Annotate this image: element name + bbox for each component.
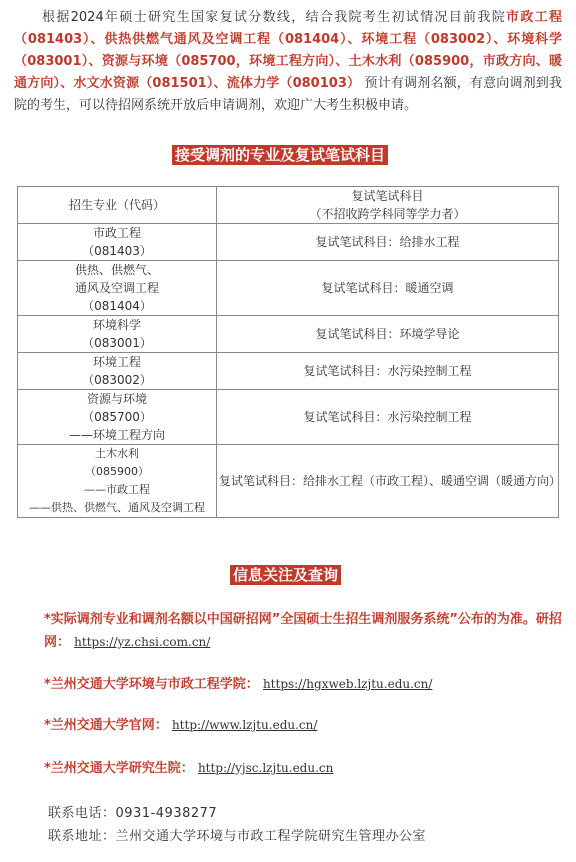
major-name-cont: 通风及空调工程 [74,281,159,295]
subject-cell: 复试笔试科目：给排水工程（市政工程）、暖通空调（暖通方向） [217,445,559,518]
major-name: 土木水利 [95,447,139,460]
section-title-majors: 接受调剂的专业及复试笔试科目 [172,145,388,165]
info-label: *实际调剂专业和调剂名额以中国研招网”全国硕士生招生调剂服务系统”公布的为准。研招网： [44,612,562,650]
graduate-link[interactable]: http://yjsc.lzjtu.edu.cn [197,761,334,775]
subject-cell: 复试笔试科目：暖通空调 [217,261,559,316]
major-cell [18,261,217,316]
major-name: 市政工程 [92,226,141,240]
major-direction: ——市政工程 [84,483,150,496]
major-code: （081404） [82,299,152,313]
major-code: （083001） [82,336,152,350]
intro-programs: 市政工程（081403）、供热供燃气通风及空调工程（081404）、环境工程（083002）、环境科学（083001）、资源与环境（085700，环境工程方向）、土木水利（085900，市政方向、暖通方向）、水文水资源（081501）、流体力学（080103） [14,10,562,91]
subject-cell: 复试笔试科目：水污染控制工程 [217,353,559,390]
table-row [18,261,559,316]
major-cell [18,390,217,445]
contact-phone: 联系电话：0931-4938277 [48,806,218,821]
table-row [18,390,559,445]
table-row [18,445,559,518]
info-item-graduate [44,757,564,780]
intro-tail: 预计有调剂名额，有意向调剂到我院的考生，可以待招网系统开放后申请调剂，欢迎广大考生积极申请。 [14,76,562,113]
info-item-chsi [44,609,564,654]
table-row [18,353,559,390]
subject-cell: 复试笔试科目：给排水工程 [217,224,559,261]
table-header-row [18,187,559,224]
major-name: 环境科学 [92,318,141,332]
university-link[interactable]: http://www.lzjtu.edu.cn/ [171,718,318,732]
header-subject [217,187,559,224]
major-cell [18,224,217,261]
chsi-link[interactable]: https://yz.chsi.com.cn/ [74,635,211,649]
header-subject-line2: （不招收跨学科同等学力者） [309,207,466,221]
section-title-info: 信息关注及查询 [230,565,341,585]
major-cell [18,445,217,518]
info-label: *兰州交通大学研究生院： [44,761,194,776]
info-label: *兰州交通大学官网： [44,718,168,733]
header-major: 招生专业（代码） [18,187,217,224]
table-row [18,224,559,261]
intro-paragraph [14,7,562,117]
info-label: *兰州交通大学环境与市政工程学院： [44,677,259,692]
table-row [18,316,559,353]
intro-lead: 根据2024年硕士研究生国家复试分数线，结合我院考生初试情况目前我院 [42,10,507,25]
major-code: （081403） [82,244,152,258]
subject-cell: 复试笔试科目：水污染控制工程 [217,390,559,445]
major-name: 环境工程 [92,355,141,369]
major-direction: ——环境工程方向 [68,428,165,442]
info-item-college [44,673,564,696]
info-item-university [44,714,564,737]
header-subject-line1: 复试笔试科目 [351,189,424,203]
major-code: （085700） [82,410,152,424]
college-link[interactable]: https://hgxweb.lzjtu.edu.cn/ [262,677,433,691]
subject-cell: 复试笔试科目：环境学导论 [217,316,559,353]
major-code: （085900） [85,465,149,478]
major-cell [18,316,217,353]
major-name: 供热、供燃气、 [74,263,159,277]
major-direction: ——供热、供燃气、通风及空调工程 [29,501,205,514]
majors-table [17,186,562,518]
major-code: （083002） [82,373,152,387]
major-name: 资源与环境 [86,392,147,406]
contact-address: 联系地址：兰州交通大学环境与市政工程学院研究生管理办公室 [48,829,427,844]
major-cell [18,353,217,390]
